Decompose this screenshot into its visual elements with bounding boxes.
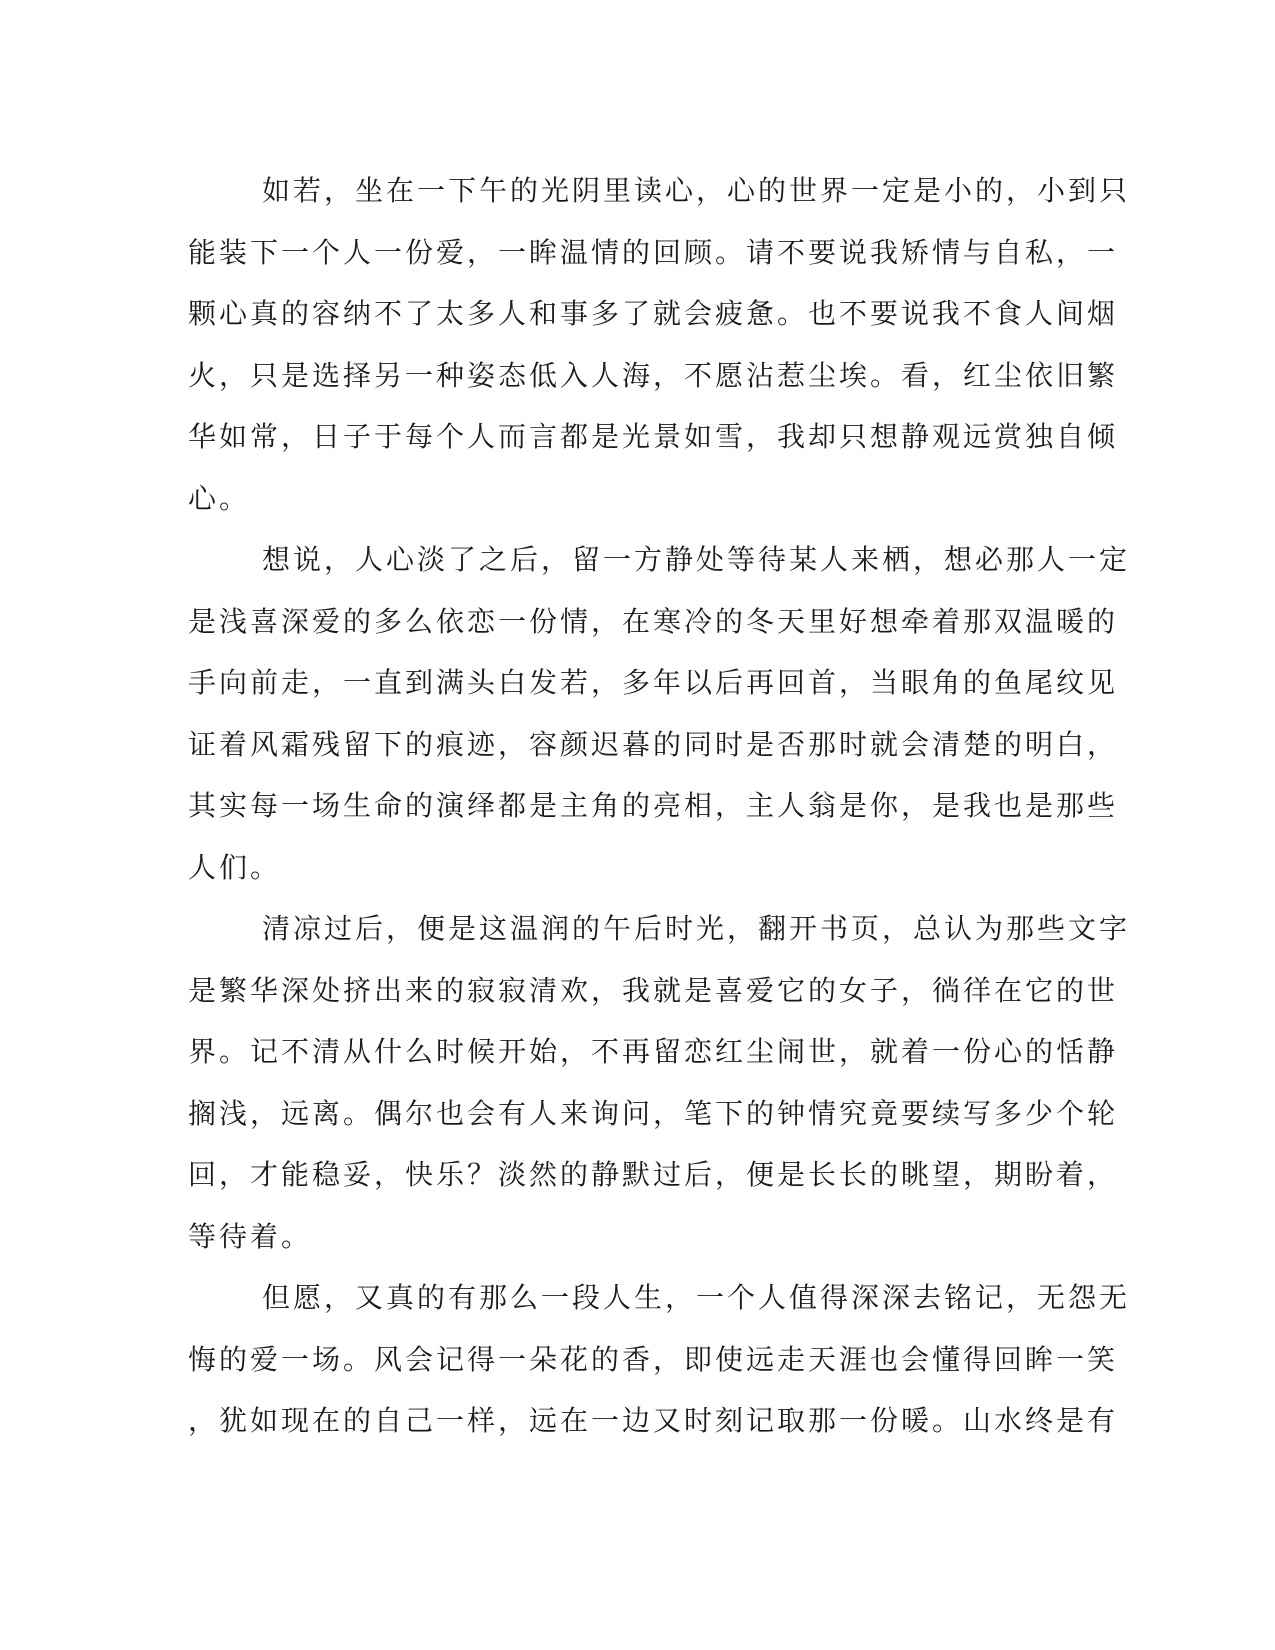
text-line: 心。 [188, 481, 251, 515]
text-line: 能装下一个人一份爱，一眸温情的回顾。请不要说我矫情与自私，一 [188, 235, 1119, 269]
text-line: 是浅喜深爱的多么依恋一份情，在寒冷的冬天里好想牵着那双温暖的 [188, 604, 1119, 638]
text-line: 悔的爱一场。风会记得一朵花的香，即使远走天涯也会懂得回眸一笑 [188, 1342, 1119, 1376]
paragraph-2 [188, 529, 1131, 898]
text-line: ，犹如现在的自己一样，远在一边又时刻记取那一份暖。山水终是有 [188, 1404, 1119, 1437]
text-line: 搁浅，远离。偶尔也会有人来询问，笔下的钟情究竟要续写多少个轮 [188, 1096, 1119, 1130]
text-line: 手向前走，一直到满头白发若，多年以后再回首，当眼角的鱼尾纹见 [188, 666, 1119, 699]
text-line: 清凉过后，便是这温润的午后时光，翻开书页，总认为那些文字 [262, 912, 1131, 945]
text-line: 想说，人心淡了之后，留一方静处等待某人来栖，想必那人一定 [262, 543, 1131, 576]
text-line: 等待着。 [188, 1219, 313, 1253]
text-line: 如若，坐在一下午的光阴里读心，心的世界一定是小的，小到只 [262, 174, 1131, 207]
document-body [188, 160, 1131, 1452]
text-line: 火，只是选择另一种姿态低入人海，不愿沾惹尘埃。看，红尘依旧繁 [188, 358, 1119, 392]
paragraph-3 [188, 898, 1131, 1267]
text-line: 其实每一场生命的演绎都是主角的亮相，主人翁是你，是我也是那些 [188, 789, 1119, 822]
text-line: 界。记不清从什么时候开始，不再留恋红尘闹世，就着一份心的恬静 [188, 1035, 1119, 1068]
text-line: 证着风霜残留下的痕迹，容颜迟暮的同时是否那时就会清楚的明白， [188, 727, 1119, 761]
paragraph-4 [188, 1267, 1131, 1452]
text-line: 是繁华深处挤出来的寂寂清欢，我就是喜爱它的女子，徜徉在它的世 [188, 973, 1119, 1007]
text-line: 人们。 [188, 850, 282, 884]
text-line: 华如常，日子于每个人而言都是光景如雪，我却只想静观远赏独自倾 [188, 420, 1119, 453]
paragraph-1 [188, 160, 1131, 529]
text-line: 回，才能稳妥，快乐？淡然的静默过后，便是长长的眺望，期盼着， [188, 1158, 1119, 1191]
text-line: 颗心真的容纳不了太多人和事多了就会疲惫。也不要说我不食人间烟 [188, 297, 1119, 330]
text-line: 但愿，又真的有那么一段人生，一个人值得深深去铭记，无怨无 [262, 1281, 1131, 1314]
